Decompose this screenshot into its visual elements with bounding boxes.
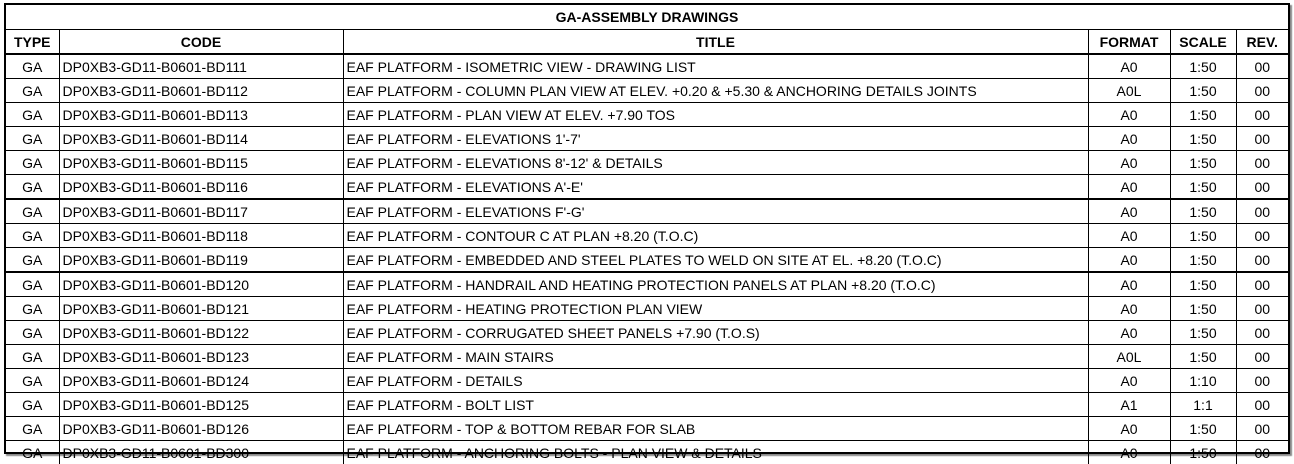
cell-format: A0 — [1088, 151, 1170, 175]
header-type: TYPE — [6, 30, 59, 55]
cell-rev: 00 — [1236, 224, 1288, 248]
cell-scale: 1:50 — [1170, 297, 1236, 321]
cell-code: DP0XB3-GD11-B0601-BD112 — [59, 79, 343, 103]
cell-format: A0 — [1088, 321, 1170, 345]
header-rev: REV. — [1236, 30, 1288, 55]
drawing-list-table — [6, 5, 1288, 464]
cell-title: EAF PLATFORM - ANCHORING BOLTS - PLAN VIEW & DETAILS — [343, 441, 1088, 464]
cell-code: DP0XB3-GD11-B0601-BD124 — [59, 369, 343, 393]
cell-format: A0L — [1088, 345, 1170, 369]
cell-rev: 00 — [1236, 345, 1288, 369]
cell-type: GA — [6, 441, 59, 464]
cell-rev: 00 — [1236, 151, 1288, 175]
cell-code: DP0XB3-GD11-B0601-BD300 — [59, 441, 343, 464]
cell-rev: 00 — [1236, 54, 1288, 79]
cell-scale: 1:50 — [1170, 224, 1236, 248]
cell-code: DP0XB3-GD11-B0601-BD118 — [59, 224, 343, 248]
header-format: FORMAT — [1088, 30, 1170, 55]
cell-format: A0 — [1088, 248, 1170, 273]
cell-format: A1 — [1088, 393, 1170, 417]
cell-scale: 1:50 — [1170, 321, 1236, 345]
cell-code: DP0XB3-GD11-B0601-BD122 — [59, 321, 343, 345]
table-row — [6, 127, 1288, 151]
cell-title: EAF PLATFORM - CONTOUR C AT PLAN +8.20 (T.O.C) — [343, 224, 1088, 248]
cell-title: EAF PLATFORM - COLUMN PLAN VIEW AT ELEV. +0.20 & +5.30 & ANCHORING DETAILS JOINTS — [343, 79, 1088, 103]
cell-title: EAF PLATFORM - PLAN VIEW AT ELEV. +7.90 TOS — [343, 103, 1088, 127]
cell-code: DP0XB3-GD11-B0601-BD120 — [59, 272, 343, 297]
cell-scale: 1:50 — [1170, 103, 1236, 127]
cell-title: EAF PLATFORM - ELEVATIONS A'-E' — [343, 175, 1088, 200]
cell-code: DP0XB3-GD11-B0601-BD123 — [59, 345, 343, 369]
cell-rev: 00 — [1236, 175, 1288, 200]
drawing-list-sheet — [4, 3, 1290, 454]
table-body — [6, 54, 1288, 464]
table-title: GA-ASSEMBLY DRAWINGS — [6, 5, 1288, 30]
cell-type: GA — [6, 175, 59, 200]
cell-code: DP0XB3-GD11-B0601-BD113 — [59, 103, 343, 127]
cell-rev: 00 — [1236, 417, 1288, 441]
cell-code: DP0XB3-GD11-B0601-BD125 — [59, 393, 343, 417]
cell-scale: 1:50 — [1170, 127, 1236, 151]
cell-format: A0L — [1088, 79, 1170, 103]
cell-code: DP0XB3-GD11-B0601-BD115 — [59, 151, 343, 175]
table-row — [6, 297, 1288, 321]
header-title: TITLE — [343, 30, 1088, 55]
cell-code: DP0XB3-GD11-B0601-BD119 — [59, 248, 343, 273]
cell-format: A0 — [1088, 297, 1170, 321]
cell-rev: 00 — [1236, 272, 1288, 297]
cell-rev: 00 — [1236, 79, 1288, 103]
cell-title: EAF PLATFORM - ELEVATIONS F'-G' — [343, 199, 1088, 224]
cell-type: GA — [6, 151, 59, 175]
cell-rev: 00 — [1236, 393, 1288, 417]
table-row — [6, 272, 1288, 297]
header-scale: SCALE — [1170, 30, 1236, 55]
cell-rev: 00 — [1236, 248, 1288, 273]
cell-format: A0 — [1088, 272, 1170, 297]
table-row — [6, 224, 1288, 248]
cell-title: EAF PLATFORM - ELEVATIONS 8'-12' & DETAILS — [343, 151, 1088, 175]
cell-title: EAF PLATFORM - ISOMETRIC VIEW - DRAWING LIST — [343, 54, 1088, 79]
cell-rev: 00 — [1236, 321, 1288, 345]
cell-scale: 1:50 — [1170, 417, 1236, 441]
cell-type: GA — [6, 79, 59, 103]
cell-title: EAF PLATFORM - CORRUGATED SHEET PANELS +7.90 (T.O.S) — [343, 321, 1088, 345]
cell-title: EAF PLATFORM - EMBEDDED AND STEEL PLATES TO WELD ON SITE AT EL. +8.20 (T.O.C) — [343, 248, 1088, 273]
cell-type: GA — [6, 199, 59, 224]
table-row — [6, 441, 1288, 464]
table-title-row — [6, 5, 1288, 30]
cell-scale: 1:50 — [1170, 272, 1236, 297]
cell-title: EAF PLATFORM - HANDRAIL AND HEATING PROTECTION PANELS AT PLAN +8.20 (T.O.C) — [343, 272, 1088, 297]
cell-code: DP0XB3-GD11-B0601-BD117 — [59, 199, 343, 224]
table-row — [6, 54, 1288, 79]
cell-scale: 1:10 — [1170, 369, 1236, 393]
cell-format: A0 — [1088, 54, 1170, 79]
cell-type: GA — [6, 345, 59, 369]
cell-type: GA — [6, 417, 59, 441]
cell-format: A0 — [1088, 175, 1170, 200]
table-row — [6, 175, 1288, 200]
cell-rev: 00 — [1236, 297, 1288, 321]
cell-format: A0 — [1088, 103, 1170, 127]
cell-rev: 00 — [1236, 441, 1288, 464]
cell-type: GA — [6, 103, 59, 127]
table-row — [6, 417, 1288, 441]
cell-code: DP0XB3-GD11-B0601-BD116 — [59, 175, 343, 200]
cell-type: GA — [6, 127, 59, 151]
table-row — [6, 103, 1288, 127]
cell-title: EAF PLATFORM - HEATING PROTECTION PLAN VIEW — [343, 297, 1088, 321]
cell-format: A0 — [1088, 224, 1170, 248]
table-row — [6, 199, 1288, 224]
cell-type: GA — [6, 248, 59, 273]
cell-code: DP0XB3-GD11-B0601-BD111 — [59, 54, 343, 79]
cell-type: GA — [6, 224, 59, 248]
table-header-row — [6, 30, 1288, 55]
cell-format: A0 — [1088, 369, 1170, 393]
header-code: CODE — [59, 30, 343, 55]
cell-type: GA — [6, 297, 59, 321]
cell-type: GA — [6, 54, 59, 79]
table-row — [6, 369, 1288, 393]
cell-scale: 1:50 — [1170, 248, 1236, 273]
table-row — [6, 345, 1288, 369]
cell-scale: 1:1 — [1170, 393, 1236, 417]
cell-format: A0 — [1088, 441, 1170, 464]
cell-title: EAF PLATFORM - MAIN STAIRS — [343, 345, 1088, 369]
cell-rev: 00 — [1236, 103, 1288, 127]
table-row — [6, 393, 1288, 417]
cell-title: EAF PLATFORM - ELEVATIONS 1'-7' — [343, 127, 1088, 151]
cell-code: DP0XB3-GD11-B0601-BD114 — [59, 127, 343, 151]
cell-scale: 1:50 — [1170, 151, 1236, 175]
cell-type: GA — [6, 369, 59, 393]
cell-scale: 1:50 — [1170, 441, 1236, 464]
table-row — [6, 151, 1288, 175]
table-row — [6, 79, 1288, 103]
cell-scale: 1:50 — [1170, 199, 1236, 224]
cell-code: DP0XB3-GD11-B0601-BD126 — [59, 417, 343, 441]
cell-scale: 1:50 — [1170, 345, 1236, 369]
cell-rev: 00 — [1236, 127, 1288, 151]
cell-title: EAF PLATFORM - DETAILS — [343, 369, 1088, 393]
cell-format: A0 — [1088, 417, 1170, 441]
cell-type: GA — [6, 321, 59, 345]
cell-type: GA — [6, 272, 59, 297]
cell-format: A0 — [1088, 199, 1170, 224]
cell-rev: 00 — [1236, 369, 1288, 393]
cell-scale: 1:50 — [1170, 175, 1236, 200]
cell-scale: 1:50 — [1170, 54, 1236, 79]
cell-code: DP0XB3-GD11-B0601-BD121 — [59, 297, 343, 321]
cell-rev: 00 — [1236, 199, 1288, 224]
table-row — [6, 248, 1288, 273]
cell-title: EAF PLATFORM - BOLT LIST — [343, 393, 1088, 417]
table-row — [6, 321, 1288, 345]
cell-scale: 1:50 — [1170, 79, 1236, 103]
cell-format: A0 — [1088, 127, 1170, 151]
cell-title: EAF PLATFORM - TOP & BOTTOM REBAR FOR SLAB — [343, 417, 1088, 441]
cell-type: GA — [6, 393, 59, 417]
